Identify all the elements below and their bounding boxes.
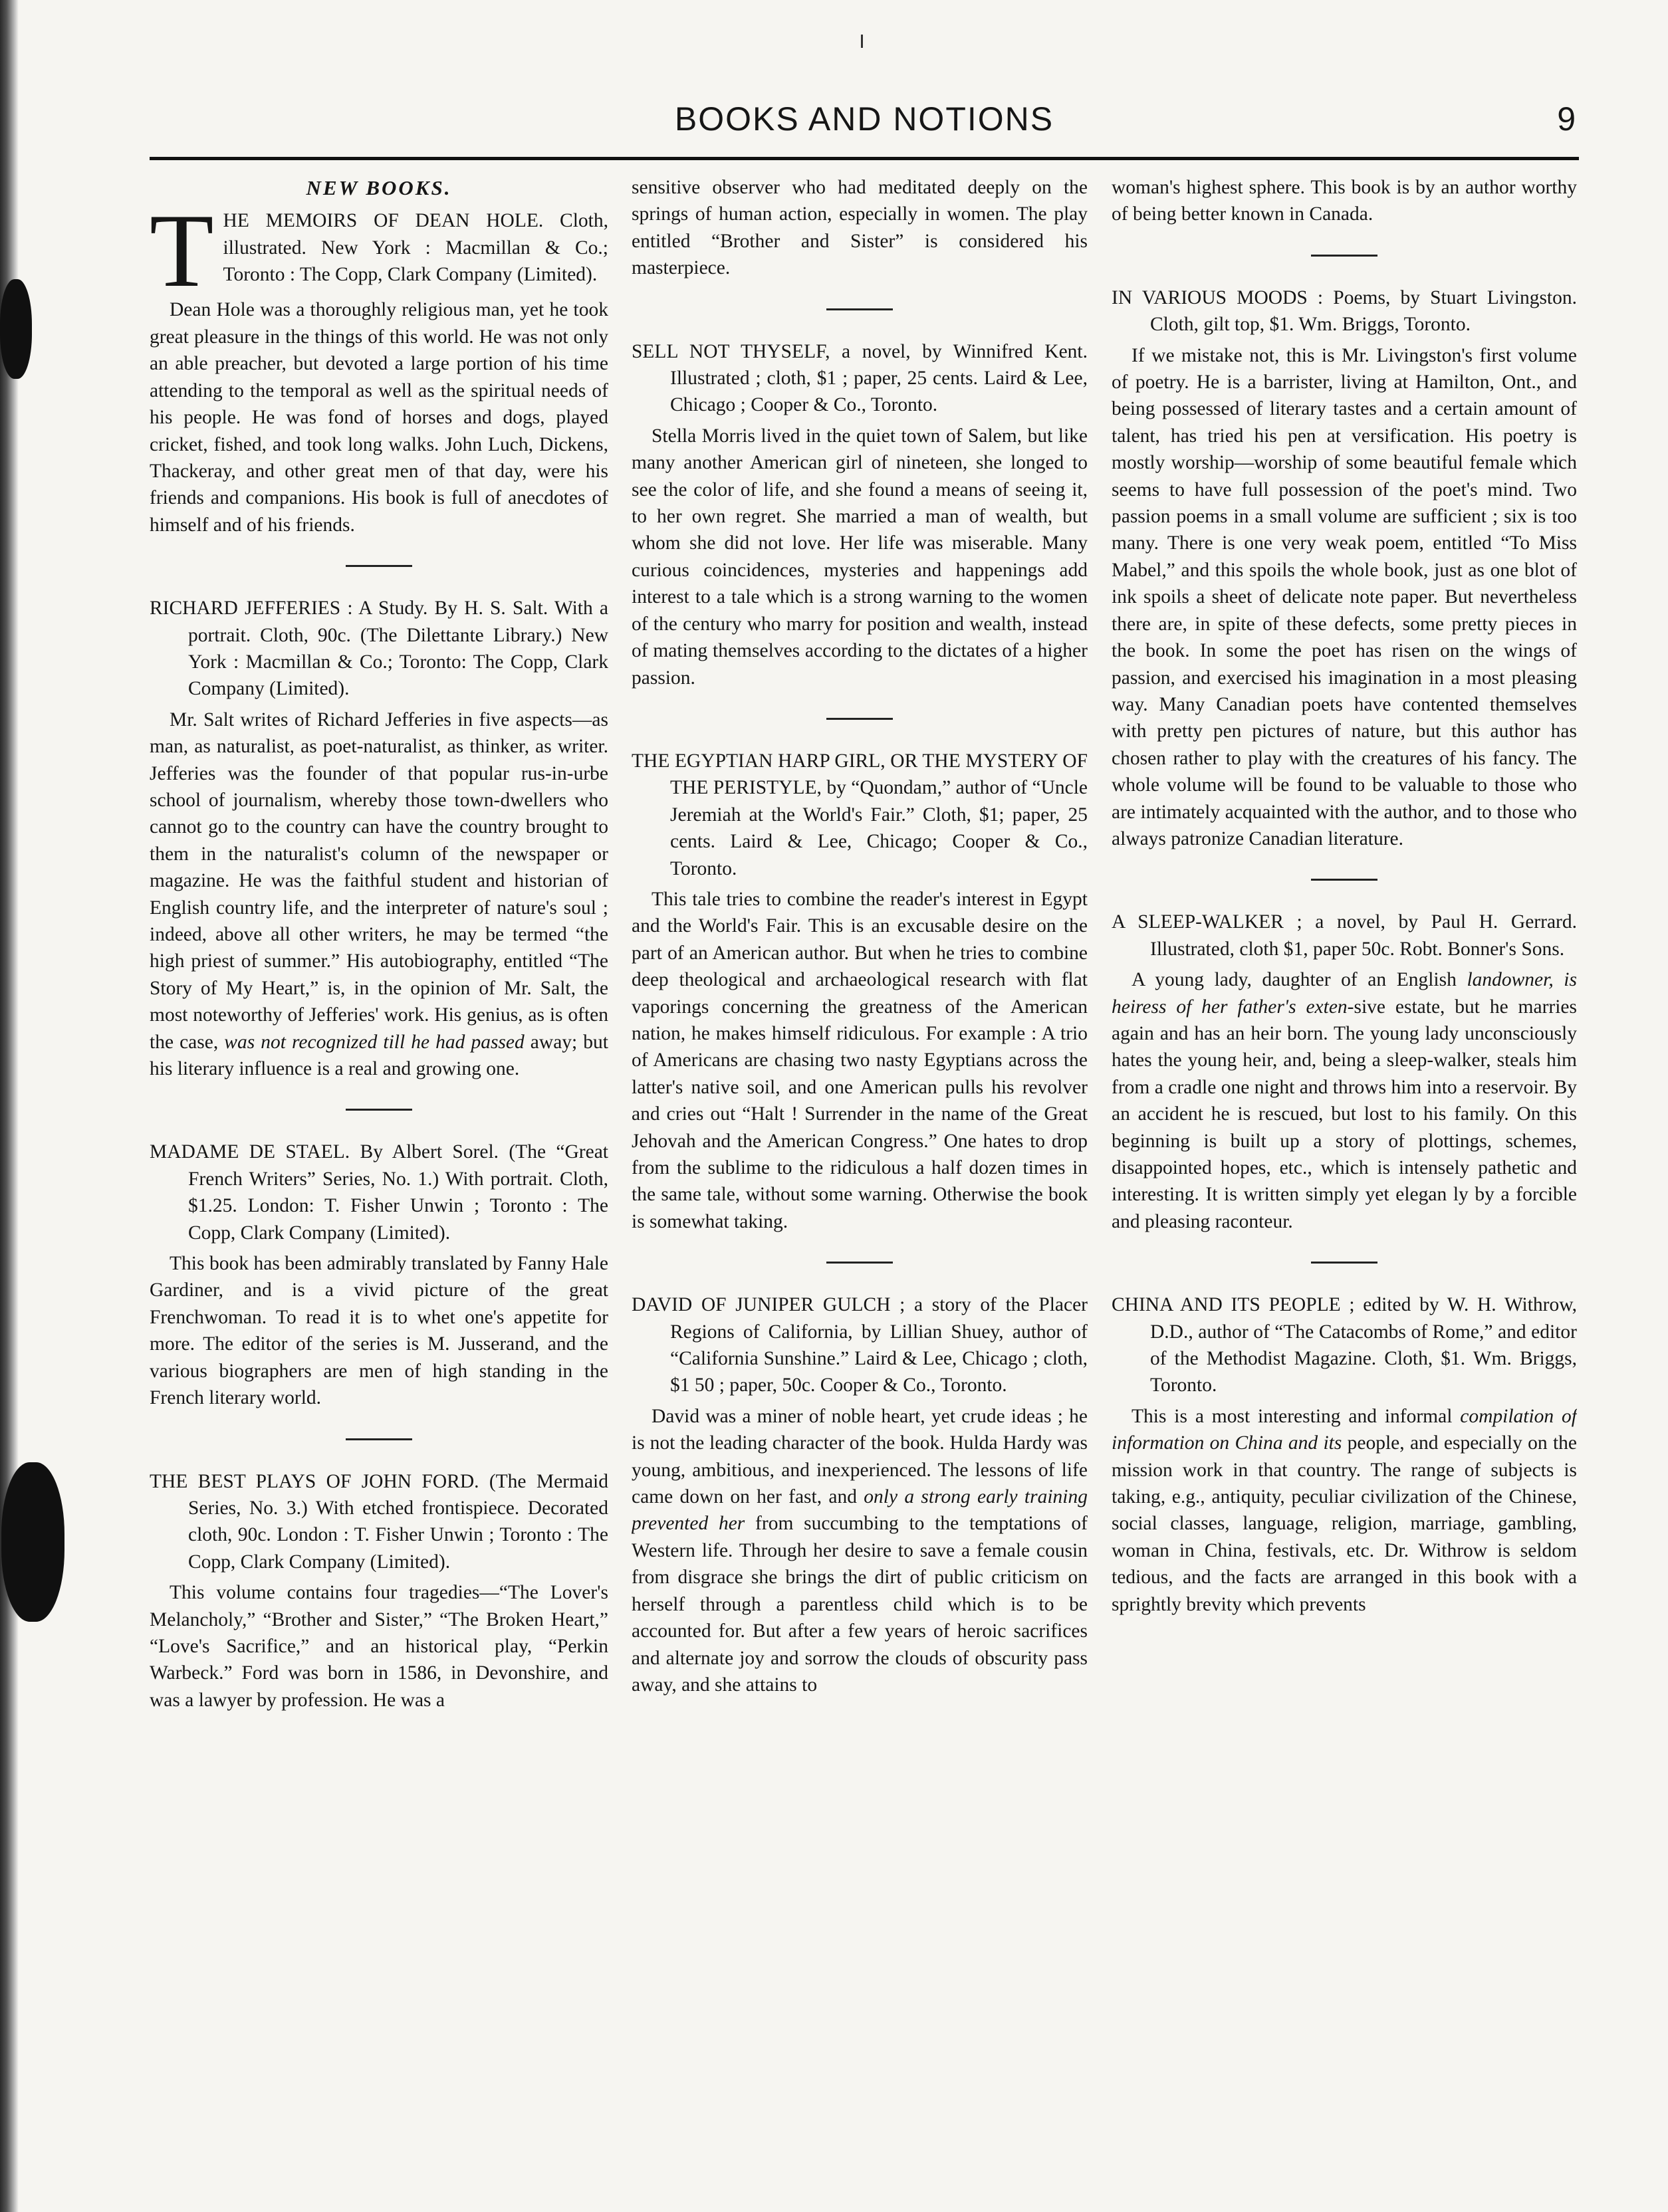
book-title: THE EGYPTIAN HARP GIRL, OR THE MYSTERY OF THE PERISTYLE, bbox=[632, 750, 1088, 799]
review-paragraph: This volume contains four tragedies—“The Lover's Melancholy,” “Brother and Sister,” “The Broken Heart,” “Love's Sacrifice,” and an historical play, “Perkin Warbeck.” Ford was born in 1586, in Devonshire, and was a lawyer by profession. He was a bbox=[150, 1582, 608, 1711]
book-title: MADAME DE STAEL. bbox=[150, 1141, 350, 1163]
book-review bbox=[632, 748, 1088, 1235]
book-details: (The Mermaid Series, No. 3.) With etched frontispiece. Decorated cloth, 90c. London : T. Fisher Unwin ; Toronto : The Copp, Clark Company (Limited). bbox=[188, 1470, 608, 1573]
review-heading bbox=[1112, 1291, 1577, 1399]
italic-phrase: compilation of information on China and its bbox=[1112, 1405, 1577, 1454]
separator bbox=[346, 1109, 412, 1111]
italic-phrase: was not recognized till he had passed bbox=[224, 1031, 525, 1053]
column-1 bbox=[150, 174, 608, 2181]
book-details: By Albert Sorel. (The “Great French Writers” Series, No. 1.) With portrait. Cloth, $1.25. London: T. Fisher Unwin ; Toronto : The Copp, Clark Company (Limited). bbox=[188, 1141, 608, 1244]
column-3 bbox=[1112, 174, 1577, 2181]
running-title: BOOKS AND NOTIONS bbox=[674, 100, 1054, 138]
book-details: a story of the Placer Regions of California, by Lillian Shuey, author of “California Sunshine.” Laird & Lee, Chicago ; cloth, $1 50 ; paper, 50c. Cooper & Co., Toronto. bbox=[670, 1294, 1088, 1396]
book-review bbox=[1112, 284, 1577, 853]
book-review bbox=[150, 595, 608, 1082]
book-review bbox=[150, 193, 608, 538]
book-title: HE MEMOIRS OF DEAN HOLE. bbox=[223, 210, 544, 232]
review-paragraph: Mr. Salt writes of Richard Jefferies in five aspects—as man, as naturalist, as poet-naturalist, as thinker, as writer. Jefferies was the founder of that popular rus-in-urbe school of journalism, whereby those town-dwellers who cannot go to the country can have the country brought to them in the naturalist's column of the newspaper or magazine. He was the faithful student and historian of English country life, and the interpreter of nature's soul ; indeed, above all other writers, he may be termed “the high priest of summer.” His autobiography, entitled “The Story of My Heart,” is, in the opinion of Mr. Salt, the most noteworthy of Jefferies' work. His genius, as is often the case, was not recognized till he had passed away; but his literary influence is a real and growing one. bbox=[150, 709, 608, 1080]
book-details: edited by W. H. Withrow, D.D., author of “The Catacombs of Rome,” and editor of the Methodist Magazine. Cloth, $1. Wm. Briggs, Toronto. bbox=[1150, 1294, 1577, 1396]
section-heading: NEW BOOKS. bbox=[306, 176, 452, 199]
book-details: by “Quondam,” author of “Uncle Jeremiah at the World's Fair.” Cloth, $1; paper, 25 cents. Laird & Lee, Chicago; Cooper & Co., Toronto. bbox=[670, 777, 1088, 879]
review-heading bbox=[150, 193, 608, 310]
review-paragraph: A young lady, daughter of an English landowner, is heiress of her father's exten-sive estate, but he marries again and has an heir born. The young lady unconsciously hates the young heir, and, being a sleep-walker, steals him from a cradle one night and throws him into a reservoir. By an accident he is rescued, but lost to his family. On this beginning is built up a story of plottings, schemes, disappointed hopes, etc., which is intensely pathetic and interesting. It is written simply yet elegan ly by a forcible and pleasing raconteur. bbox=[1112, 969, 1577, 1232]
book-title: IN VARIOUS MOODS : bbox=[1112, 286, 1324, 308]
separator bbox=[1311, 1262, 1377, 1264]
page-header bbox=[153, 100, 1576, 153]
ink-blot-top bbox=[0, 279, 32, 379]
separator bbox=[346, 565, 412, 567]
italic-phrase: landowner, is heiress of her father's exten- bbox=[1112, 969, 1577, 1018]
review-paragraph: This is a most interesting and informal compilation of information on China and its people, and especially on the mission work in that country. The range of subjects is taking, e.g., antiquity, peculiar civilization of the Chinese, social classes, language, religion, marriage, gambling, woman in China, festivals, etc. Dr. Withrow is seldom tedious, and the facts are arranged in this book with a sprightly brevity which prevents bbox=[1112, 1405, 1577, 1615]
review-paragraph: David was a miner of noble heart, yet crude ideas ; he is not the leading character of the book. Hulda Hardy was young, ambitious, and inexperienced. The lessons of life came down on her fast, and only a strong early training prevented her from succumbing to the temptations of Western life. Through her desire to save a female cousin from disgrace she brings the dirt of public criticism on herself through a parentless child which is to be accounted for. But after a few years of heroic sacrifices and alternate joy and sorrow the clouds of obscurity pass away, and she attains to bbox=[632, 1405, 1088, 1696]
book-title: RICHARD JEFFERIES : bbox=[150, 598, 353, 619]
continued-paragraph: sensitive observer who had meditated deeply on the springs of human action, especially in women. The play entitled “Brother and Sister” is considered his masterpiece. bbox=[632, 177, 1088, 279]
ink-blot-bottom bbox=[1, 1462, 64, 1622]
separator bbox=[346, 1438, 412, 1440]
review-heading bbox=[632, 1291, 1088, 1399]
review-paragraph: If we mistake not, this is Mr. Livingston's first volume of poetry. He is a barrister, living at Hamilton, Ont., and being possessed of literary tastes and a certain amount of talent, has tried his pen at versification. His poetry is mostly worship—worship of some beautiful female which seems to have full possession of the poet's mind. Two passion poems in a small volume are sufficient ; six is too many. There is one very weak poem, entitled “To Miss Mabel,” and this spoils the whole book, just as one blot of ink spoils a sheet of delicate note paper. But nevertheless there are, in spite of these defects, some pretty pieces in the book. In some the poet has risen on the wings of passion, and exercised his imagination in a most pleasing way. Many Canadian poets have contented themselves with pretty pen pictures of nature, but this author has chosen rather to play with the creatures of his fancy. The whole volume will be found to be valuable to those who are intimately acquainted with the author, and to those who always patronize Canadian literature. bbox=[1112, 344, 1577, 849]
review-paragraph: Dean Hole was a thoroughly religious man, yet he took great pleasure in the things of this world. He was not only an able preacher, but devoted a large portion of his time attending to the temporal as well as the spiritual needs of his people. He was fond of horses and dogs, played cricket, fished, and took long walks. John Luch, Dickens, Thackeray, and other great men of that day, were his friends and companions. His book is full of anecdotes of himself and of his friends. bbox=[150, 299, 608, 536]
review-paragraph: This book has been admirably translated by Fanny Hale Gardiner, and is a vivid picture of the great Frenchwoman. To read it is to whet one's appetite for more. The editor of the series is M. Jusserand, and the various biographers are men of high standing in the French literary world. bbox=[150, 1253, 608, 1409]
review-heading bbox=[632, 338, 1088, 419]
book-review bbox=[1112, 1291, 1577, 1618]
book-title: SELL NOT THYSELF, bbox=[632, 340, 830, 362]
separator bbox=[826, 718, 893, 720]
italic-phrase: only a strong early training prevented her bbox=[632, 1486, 1088, 1535]
review-heading bbox=[1112, 284, 1577, 338]
print-mark bbox=[861, 35, 863, 48]
header-rule bbox=[150, 157, 1579, 160]
review-heading bbox=[150, 1468, 608, 1576]
book-title: A SLEEP-WALKER ; bbox=[1112, 911, 1302, 933]
book-details: Cloth, illustrated. New York : Macmillan & Co.; Toronto : The Copp, Clark Company (Limited). bbox=[223, 210, 608, 286]
book-review bbox=[150, 1468, 608, 1714]
review-heading bbox=[632, 748, 1088, 882]
book-title: DAVID OF JUNIPER GULCH ; bbox=[632, 1294, 905, 1316]
page-number: 9 bbox=[1557, 100, 1576, 138]
review-heading bbox=[150, 595, 608, 703]
continued-paragraph: woman's highest sphere. This book is by an author worthy of being better known in Canada. bbox=[1112, 177, 1577, 225]
review-paragraph: Stella Morris lived in the quiet town of Salem, but like many another American girl of nineteen, she longed to see the color of life, and she found a means of seeing it, to her own regret. She married a man of wealth, but whom she did not love. Her life was miserable. Many curious coincidences, mysteries and happenings add interest to a tale which is a strong warning to the women of the century who marry for position and wealth, instead of mating themselves according to the dictates of a higher passion. bbox=[632, 425, 1088, 689]
separator bbox=[826, 308, 893, 310]
review-heading bbox=[150, 1139, 608, 1246]
book-review bbox=[632, 1291, 1088, 1698]
review-paragraph: This tale tries to combine the reader's interest in Egypt and the World's Fair. This is an excusable desire on the part of an American author. But when he tries to combine deep theological and archaeological research with flat vaporings concerning the greatness of the American nation, he makes himself ridiculous. For example : A trio of Americans are chasing two nasty Egyptians across the latter's native soil, and one American pulls his revolver and cries out “Halt ! Surrender in the name of the Great Jehovah and the American Congress.” One hates to drop from the sublime to the ridiculous a half dozen times in the same tale, without some warning. Otherwise the book is somewhat taking. bbox=[632, 888, 1088, 1232]
book-title: CHINA AND ITS PEOPLE ; bbox=[1112, 1294, 1355, 1316]
separator bbox=[1311, 879, 1377, 881]
book-details: a novel, by Paul H. Gerrard. Illustrated, cloth $1, paper 50c. Robt. Bonner's Sons. bbox=[1150, 911, 1577, 960]
separator bbox=[826, 1262, 893, 1264]
drop-cap: T bbox=[150, 193, 214, 310]
book-review bbox=[1112, 909, 1577, 1235]
review-heading bbox=[1112, 909, 1577, 962]
book-details: Poems, by Stuart Livingston. Cloth, gilt top, $1. Wm. Briggs, Toronto. bbox=[1150, 286, 1577, 336]
separator bbox=[1311, 255, 1377, 257]
column-2 bbox=[632, 174, 1088, 2181]
book-title: THE BEST PLAYS OF JOHN FORD. bbox=[150, 1470, 479, 1492]
book-details: a novel, by Winnifred Kent. Illustrated ; cloth, $1 ; paper, 25 cents. Laird & Lee, Chicago ; Cooper & Co., Toronto. bbox=[670, 340, 1088, 416]
book-review bbox=[632, 338, 1088, 691]
book-review bbox=[150, 1139, 608, 1411]
book-details: A Study. By H. S. Salt. With a portrait. Cloth, 90c. (The Dilettante Library.) New York : Macmillan & Co.; Toronto: The Copp, Clark Company (Limited). bbox=[188, 598, 608, 700]
